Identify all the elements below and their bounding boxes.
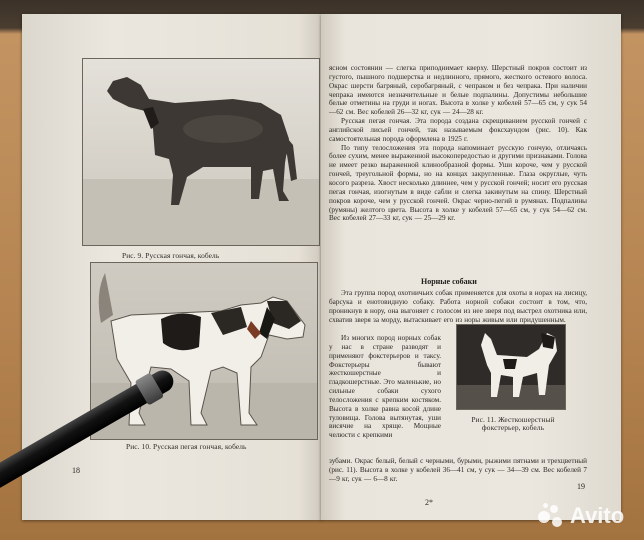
right-page-number: 19 (577, 482, 585, 491)
right-page-top-text (329, 64, 587, 223)
bottom-text (329, 457, 587, 484)
fox-terrier-figure (457, 325, 565, 409)
avito-watermark (538, 503, 624, 529)
narrow-paragraph: Из многих пород норных собак у нас в стране разводят и применяют фокстерьеров и таксу. Фокстерьеры бывают жесткошерстные и гладкошерстные. Это маленькие, но сильные собаки сухого телосложения с крепким костяком. Высота в холке равна косой длине туловища. Голова вытянутая, уши висячие на хряще. Мощные челюсти с крепкими (329, 334, 441, 440)
signature-mark: 2* (425, 498, 433, 507)
narrow-column-text (329, 334, 441, 440)
figure-11-caption: Рис. 11. Жесткошерстный фокстерьер, кобель (471, 415, 555, 432)
fox-terrier-photo (456, 324, 566, 410)
paragraph-3: По типу телосложения эта порода напоминает русскую гончую, отличаясь более сухим, менее выраженной высокопередостью и другими признаками. Голова не имеет резко выраженной клинообразной формы. Уши короче, чем у русской гончей, треугольной формы, но на концах закругленные. Глаза округлые, чуть косого разреза. Хвост несколько длиннее, чем у русской гончей; носит его русская пегая гончая, изогнутым в виде сабли и слегка закинутым на спину. Шерстный покров короче, чем у русской гончей. Окрас черно-пегий в румянах. Подпалины (румяны) желтого цвета. Высота в холке у кобелей 57—65 см, у сук 54—62 см. Вес кобелей 27—33 кг, сук — 25—29 кг. (329, 143, 587, 223)
avito-watermark-text: Avito (570, 503, 625, 528)
paragraph-2: Русская пегая гончая. Эта порода создана скрещиванием русской гончей с английской лисьей гончей, так называемым фоксхаундом (рис. 10). Как самостоятельная порода оформлена в 1925 г. (329, 117, 587, 143)
russian-hound-figure (83, 59, 319, 245)
avito-logo-icon (538, 503, 564, 529)
section-intro-paragraph: Эта группа пород охотничьих собак применяется для охоты в норах на лисицу, барсука и енотовидную собаку. Работа норной собаки состоит в том, что, проникнув в нору, она выгоняет с голосом из нее зверя под выстрел охотника или, схватив зверя за морду, вытаскивает его из норы живым или придушенным. (329, 289, 587, 324)
figure-9-caption: Рис. 9. Русская гончая, кобель (122, 251, 220, 260)
section-heading: Норные собаки (421, 277, 477, 286)
paragraph-1: ясном состоянии — слегка приподнимает кверху. Шерстный покров состоит из густого, пышного подшерстка и недлинного, прямого, жесткого остевого волоса. Окрас шерсти багряный, серобагряный, с чепраком и без чепрака. При наличии чепрака имеются незначительные и белые подпалины. Допустимы небольшие белые отметины на груди и ногах. Высота в холке у кобелей 57—65 см, у сук 54—62 см. Вес кобелей 26—32 кг, сук — 24—28 кг. (329, 64, 587, 117)
section-intro (329, 289, 587, 324)
russian-hound-photo (82, 58, 320, 246)
right-page (321, 14, 621, 520)
open-booklet (18, 14, 630, 520)
left-page-number: 18 (72, 466, 80, 475)
final-paragraph: зубами. Окрас белый, белый с черными, бурыми, рыжими пятнами и трехцветный (рис. 11). Высота в холке у кобелей 36—41 см, у сук — 34—39 см. Вес кобелей 7—9 кг, сук — 6—8 кг. (329, 457, 587, 483)
figure-10-caption: Рис. 10. Русская пегая гончая, кобель (126, 442, 247, 451)
